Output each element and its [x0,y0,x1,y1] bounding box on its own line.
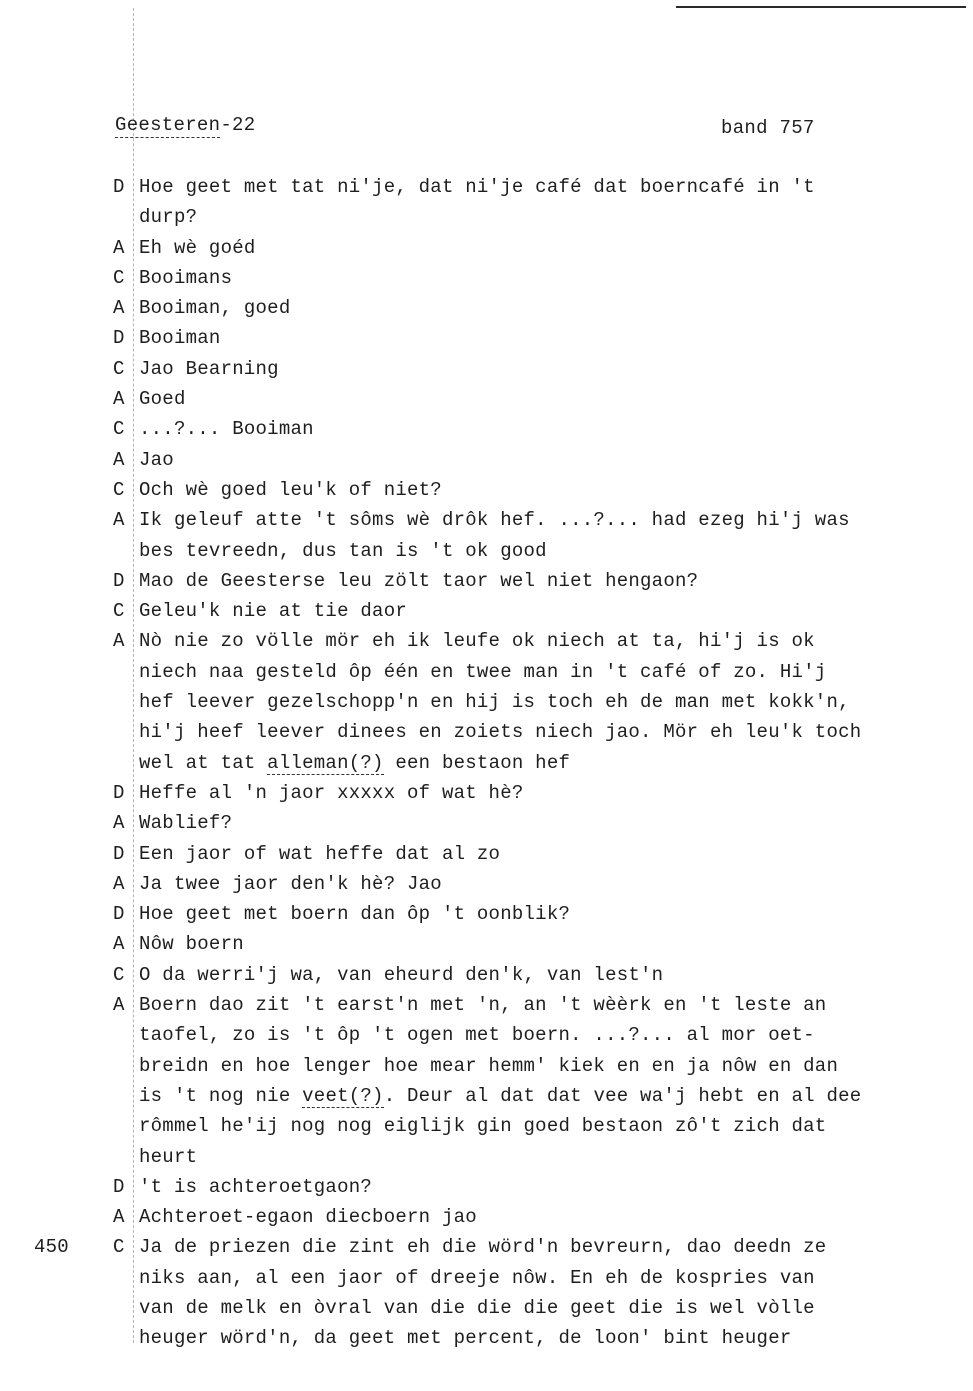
transcript-line [0,899,973,929]
utterance-text [139,1081,861,1111]
utterance-text: 't is achteroetgaon? [139,1175,373,1198]
utterance-text: Boern dao zit 't earst'n met 'n, an 't wèèrk en 't leste an [139,994,827,1017]
transcript-line [0,505,973,535]
transcript-line [0,839,973,869]
speaker-label: A [113,994,125,1017]
speaker-label: C [113,266,125,289]
utterance-text: Ja de priezen die zint eh die wörd'n bevreurn, dao deedn ze [139,1236,827,1259]
utterance-text: Booiman [139,327,221,350]
underlined-uncertain-word: veet(?) [302,1084,384,1107]
transcript-line [0,414,973,444]
transcript-line [0,1293,973,1323]
document-title [115,114,255,136]
speaker-label: C [113,357,125,380]
utterance-text: Nôw boern [139,933,244,956]
tape-label: band 757 [721,117,815,139]
utterance-text: breidn en hoe lenger hoe mear hemm' kiek en en ja nôw en dan [139,1054,839,1077]
speaker-label: A [113,297,125,320]
speaker-label: A [113,812,125,835]
speaker-label: C [113,418,125,441]
place-name: Geesteren [115,114,221,136]
speaker-label: D [113,1175,125,1198]
transcript-line [0,354,973,384]
speaker-label: A [113,388,125,411]
utterance-text-part: . Deur al dat dat vee wa'j hebt en al dee [383,1084,862,1107]
utterance-text: durp? [139,206,198,229]
speaker-label: A [113,236,125,259]
utterance-text: Hoe geet met boern dan ôp 't oonblik? [139,903,571,926]
transcript-line [0,233,973,263]
transcript-line [0,1323,973,1353]
transcript-line [0,929,973,959]
speaker-label: A [113,448,125,471]
transcript-line [0,445,973,475]
utterance-text: Wablief? [139,812,233,835]
transcript-line [0,172,973,202]
utterance-text: niech naa gesteld ôp één en twee man in 't café of zo. Hi'j [139,660,827,683]
utterance-text: Goed [139,388,186,411]
utterance-text-part: een bestaon hef [383,751,571,774]
line-number: 450 [34,1236,69,1259]
transcript-line [0,1232,973,1262]
transcript [0,172,973,1354]
transcript-line [0,1020,973,1050]
utterance-text: van de melk en òvral van die die die geet die is wel vòlle [139,1296,815,1319]
utterance-text: Eh wè goéd [139,236,256,259]
speaker-label: D [113,569,125,592]
utterance-text: heurt [139,1145,198,1168]
transcript-line [0,293,973,323]
utterance-text: taofel, zo is 't ôp 't ogen met boern. ...?... al mor oet- [139,1024,815,1047]
speaker-label: C [113,600,125,623]
transcript-line [0,1263,973,1293]
transcript-line [0,384,973,414]
utterance-text: Een jaor of wat heffe dat al zo [139,842,501,865]
transcript-line [0,626,973,656]
utterance-text: heuger wörd'n, da geet met percent, de loon' bint heuger [139,1327,792,1350]
utterance-text: ...?... Booiman [139,418,314,441]
transcript-line [0,202,973,232]
utterance-text: Och wè goed leu'k of niet? [139,478,442,501]
utterance-text-part: wel at tat [139,751,268,774]
speaker-label: D [113,903,125,926]
transcript-line [0,1111,973,1141]
utterance-text: Booiman, goed [139,297,291,320]
transcript-line [0,1081,973,1111]
speaker-label: A [113,872,125,895]
transcript-line [0,1202,973,1232]
utterance-text [139,748,570,778]
utterance-text: O da werri'j wa, van eheurd den'k, van lest'n [139,963,664,986]
utterance-text-part: is 't nog nie [139,1084,303,1107]
speaker-label: A [113,630,125,653]
utterance-text: Hoe geet met tat ni'je, dat ni'je café dat boerncafé in 't [139,176,815,198]
utterance-text: niks aan, al een jaor of dreeje nôw. En eh de kospries van [139,1266,815,1289]
transcript-line [0,778,973,808]
underlined-uncertain-word: alleman(?) [267,751,384,774]
transcript-line [0,566,973,596]
utterance-text: Jao Bearning [139,357,279,380]
utterance-text: Ik geleuf atte 't sôms wè drôk hef. ...?... had ezeg hi'j was [139,509,850,532]
transcript-line [0,536,973,566]
speaker-label: D [113,327,125,350]
transcript-line [0,596,973,626]
speaker-label: A [113,509,125,532]
transcript-line [0,475,973,505]
transcript-line [0,263,973,293]
transcript-line [0,748,973,778]
utterance-text: Mao de Geesterse leu zölt taor wel niet hengaon? [139,569,699,592]
transcript-line [0,990,973,1020]
top-rule [676,6,966,8]
transcript-line [0,1172,973,1202]
utterance-text: Geleu'k nie at tie daor [139,600,407,623]
transcript-line [0,687,973,717]
utterance-text: rômmel he'ij nog nog eiglijk gin goed bestaon zô't zich dat [139,1115,827,1138]
utterance-text: bes tevreedn, dus tan is 't ok good [139,539,547,562]
speaker-label: A [113,933,125,956]
utterance-text: Ja twee jaor den'k hè? Jao [139,872,442,895]
speaker-label: D [113,781,125,804]
speaker-label: A [113,1206,125,1229]
speaker-label: C [113,478,125,501]
utterance-text: Nò nie zo völle mör eh ik leufe ok niech at ta, hi'j is ok [139,630,815,653]
transcript-line [0,657,973,687]
utterance-text: Jao [139,448,174,471]
utterance-text: hi'j heef leever dinees en zoiets niech jao. Mör eh leu'k toch [139,721,862,744]
speaker-label: C [113,963,125,986]
utterance-text: Booimans [139,266,233,289]
speaker-label: D [113,842,125,865]
utterance-text: Heffe al 'n jaor xxxxx of wat hè? [139,781,524,804]
transcript-line [0,323,973,353]
utterance-text: Achteroet-egaon diecboern jao [139,1206,477,1229]
transcript-line [0,808,973,838]
speaker-label: D [113,176,125,198]
transcript-line [0,1142,973,1172]
transcript-line [0,717,973,747]
transcript-line [0,960,973,990]
utterance-text: hef leever gezelschopp'n en hij is toch eh de man met kokk'n, [139,691,850,714]
transcript-line [0,1051,973,1081]
speaker-label: C [113,1236,125,1259]
transcript-line [0,869,973,899]
place-number: -22 [220,114,256,136]
